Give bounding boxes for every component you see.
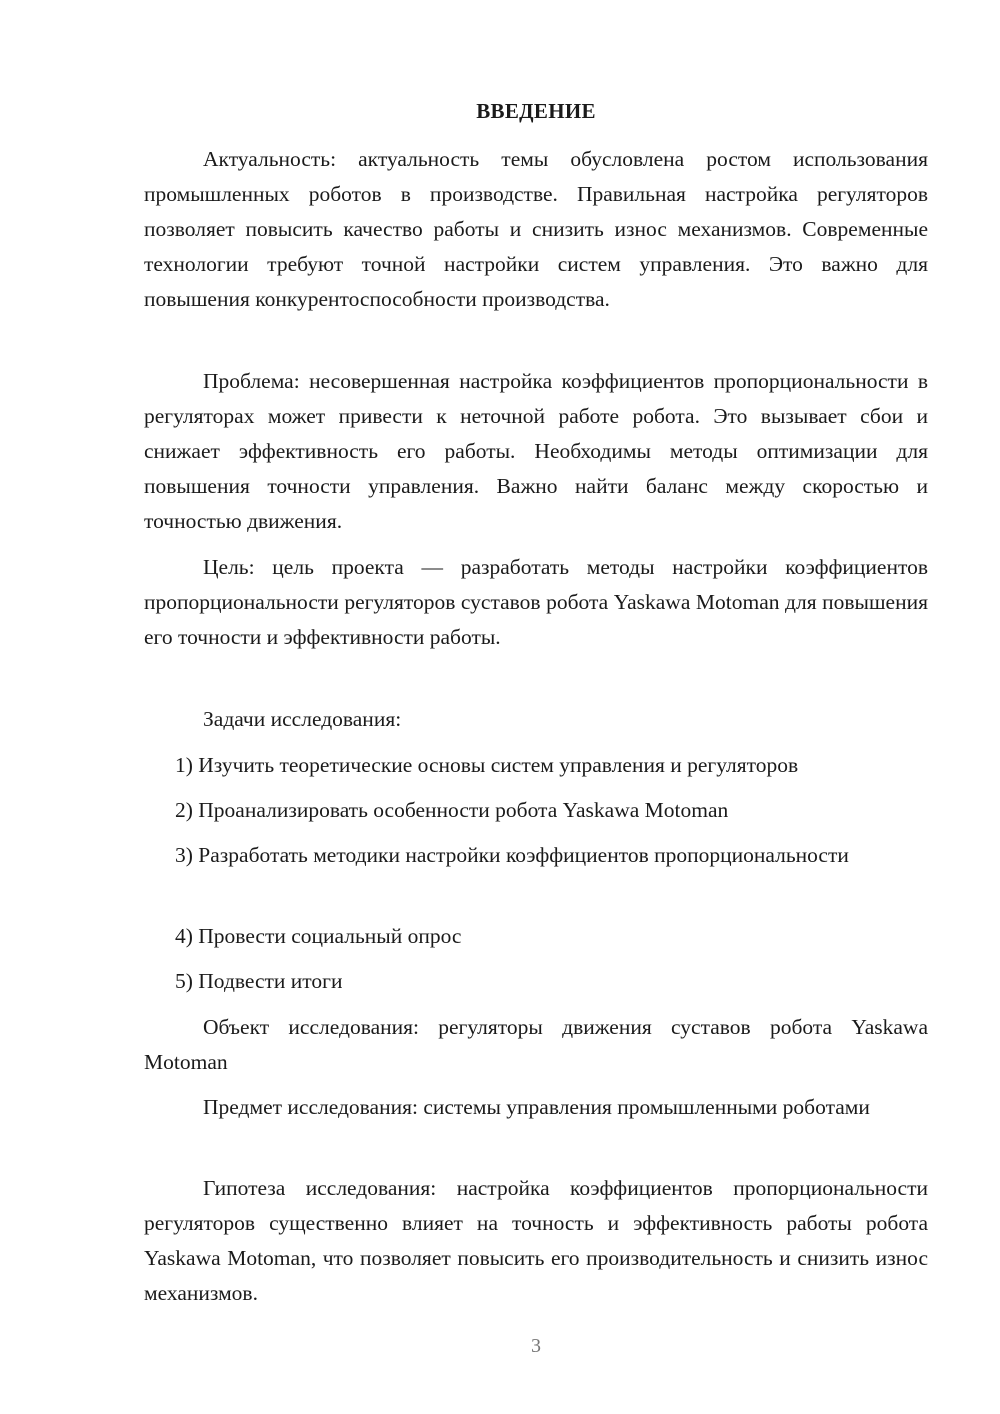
task-item-1: 1) Изучить теоретические основы систем управления и регуляторов [175, 753, 799, 777]
subject-paragraph: Предмет исследования: системы управления промышленными роботами [203, 1095, 870, 1119]
task-item-2: 2) Проанализировать особенности робота Yaskawa Motoman [175, 798, 729, 822]
problem-paragraph: Проблема: несовершенная настройка коэффициентов пропорциональности в регуляторах может привести к неточной работе робота. Это вызывает сбои и снижает эффективность его работы. Необходимы методы оптимизации для повышения точности управления. Важно найти баланс между скоростью и точностью движения. [144, 369, 928, 533]
section-title: ВВЕДЕНИЕ [476, 99, 596, 123]
task-item-5: 5) Подвести итоги [175, 969, 343, 993]
object-paragraph: Объект исследования: регуляторы движения суставов робота Yaskawa Motoman [144, 1015, 928, 1074]
task-item-4: 4) Провести социальный опрос [175, 924, 462, 948]
relevance-paragraph: Актуальность: актуальность темы обусловлена ростом использования промышленных роботов в производстве. Правильная настройка регуляторов позволяет повысить качество работы и снизить износ механизмов. Современные технологии требуют точной настройки систем управления. Это важно для повышения конкурентоспособности производства. [144, 147, 928, 311]
goal-paragraph: Цель: цель проекта — разработать методы настройки коэффициентов пропорциональности регуляторов суставов робота Yaskawa Motoman для повышения его точности и эффективности работы. [144, 555, 928, 649]
page-number: 3 [531, 1335, 541, 1357]
hypothesis-paragraph: Гипотеза исследования: настройка коэффициентов пропорциональности регуляторов существенно влияет на точность и эффективность работы робота Yaskawa Motoman, что позволяет повысить его производительность и снизить износ механизмов. [144, 1176, 928, 1305]
tasks-heading: Задачи исследования: [203, 707, 402, 731]
task-item-3: 3) Разработать методики настройки коэффициентов пропорциональности [175, 843, 849, 867]
